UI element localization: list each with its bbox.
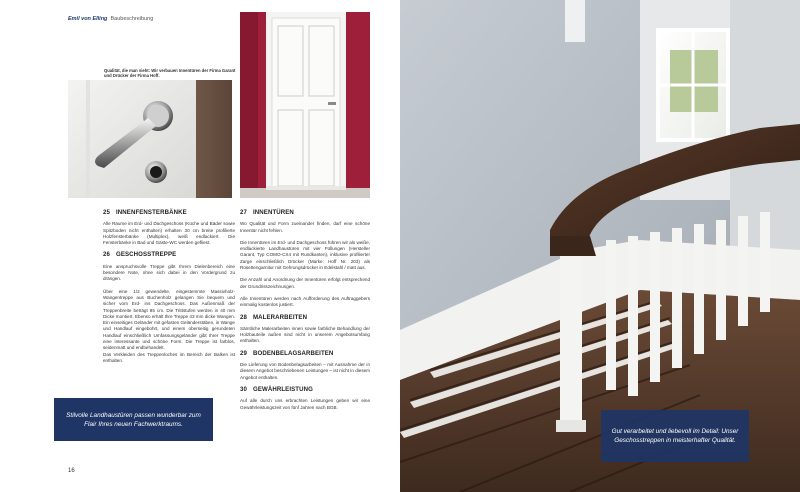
section-heading-28: 28 MALERARBEITEN [240, 313, 308, 321]
section-heading-29: 29 BODENBELAGSARBEITEN [240, 349, 334, 357]
photo-caption: Qualität, die man sieht: Wir verbauen Innentüren der Firma Garant und Drücker der Firma Hoff. [104, 68, 236, 79]
quote-box-right [601, 410, 749, 462]
interior-door-photo [240, 12, 370, 198]
section-text-27a: Wo Qualität und Form zueinander finden, darf eine schöne Innentür nicht fehlen. [240, 221, 370, 233]
section-text-26b: Über eine 1/2 gewendelte, eingestemmte Massivholz-Wangentreppe aus Buchenholz gelangen Sie bequem und sicher vom Erd- ins Dachgeschoss. Das Außenmaß der Treppenbreite beträgt 85 cm. Die Trittstufen werden in 40 mm Dicke montiert. Ebenso erhält Ihre Treppe 43 mm dicke Wangen. Ein einseitiges Geländer mit gefasten Geländerstäben, in Wange und Handlauf eingebohrt, und einem oberseitig gerundeten Handlauf einschließlich Umfassungsgeländer gibt Ihrer Treppe eine interessante und schöne Form. Die Treppe ist farblos, seidenmatt und endbehandelt. [103, 288, 235, 351]
section-text-29: Die Lieferung von Bodenbelagsarbeiten – mit Ausnahme der in diesem Angebot beschriebenen Leistungen – ist nicht in diesem Angebot enthalten. [240, 362, 370, 380]
section-text-27c: Die Anzahl und Anordnung der Innentüren erfolgt entsprechend der Grundrisszeichnungen. [240, 277, 370, 289]
page-number: 16 [68, 468, 75, 474]
text-column-left [103, 210, 235, 370]
quote-text-left: Stilvolle Landhaustüren passen wunderbar zum Flair Ihres neuen Fachwerktraums. [66, 411, 201, 428]
section-text-26a: Eine anspruchsvolle Treppe gibt Ihrem Dielenbereich eine besondere Note, ohne sich dabei in den Vordergrund zu drängen. [103, 263, 235, 282]
section-heading-26: 26 GESCHOSSTREPPE [103, 251, 177, 259]
quote-text-right: Gut verarbeitet und liebevoll im Detail: Unser Geschosstreppen in meisterhafter Qualität. [611, 428, 739, 444]
quote-box-left [54, 398, 213, 441]
section-text-25: Alle Räume im Erd- und Dachgeschoss (Küche und Bäder sowie Spitzboden nicht enthalten) erhalten 30 cm breite profilierte Holzfensterbänke (Multiplex), weiß endlackiert. Die Fensterbänke in Bad und Gäste-WC werden gefliest. [103, 221, 235, 246]
door-handle-photo [68, 80, 232, 198]
header-section: Baubeschreibung [110, 16, 154, 22]
section-text-26c: Das Verkleiden des Treppenloches im Bereich der Balken ist enthalten. [103, 351, 235, 363]
section-heading-27: 27 INNENTÜREN [240, 209, 294, 216]
section-text-27b: Die Innentüren im Erd- und Dachgeschoss führen wir als weiße, endlackierte Landhaustüren mit vier Füllungen (Hersteller Garant, Typ COMO-CX4 mit Rundkanten), inklusive profilierter Zarge einschließlich Drücker (Marke: Hoff Nr. 203) als Rosettengarnitur mit Gehrungsdrücker in Edelstahl / matt aus. [240, 239, 370, 271]
text-column-right [240, 210, 370, 417]
running-header [68, 16, 153, 22]
section-text-30: Auf alle durch uns erbrachten Leistungen geben wir eine Gewährleistungszeit von fünf Jahren nach BGB. [240, 398, 370, 410]
section-text-27d: Alle Innentüren werden nach Aufforderung des Auftraggebers einmalig kostenlos justiert. [240, 295, 370, 308]
section-heading-25: 25 INNENFENSTERBÄNKE [103, 209, 187, 216]
section-text-28: Sämtliche Malerarbeiten innen sowie farbliche Behandlung der Holzbauteile außen sind nicht in unserem Angebotsumfang enthalten. [240, 325, 370, 344]
section-heading-30: 30 GEWÄHRLEISTUNG [240, 385, 313, 393]
header-author: Emil von Elling [68, 16, 108, 22]
